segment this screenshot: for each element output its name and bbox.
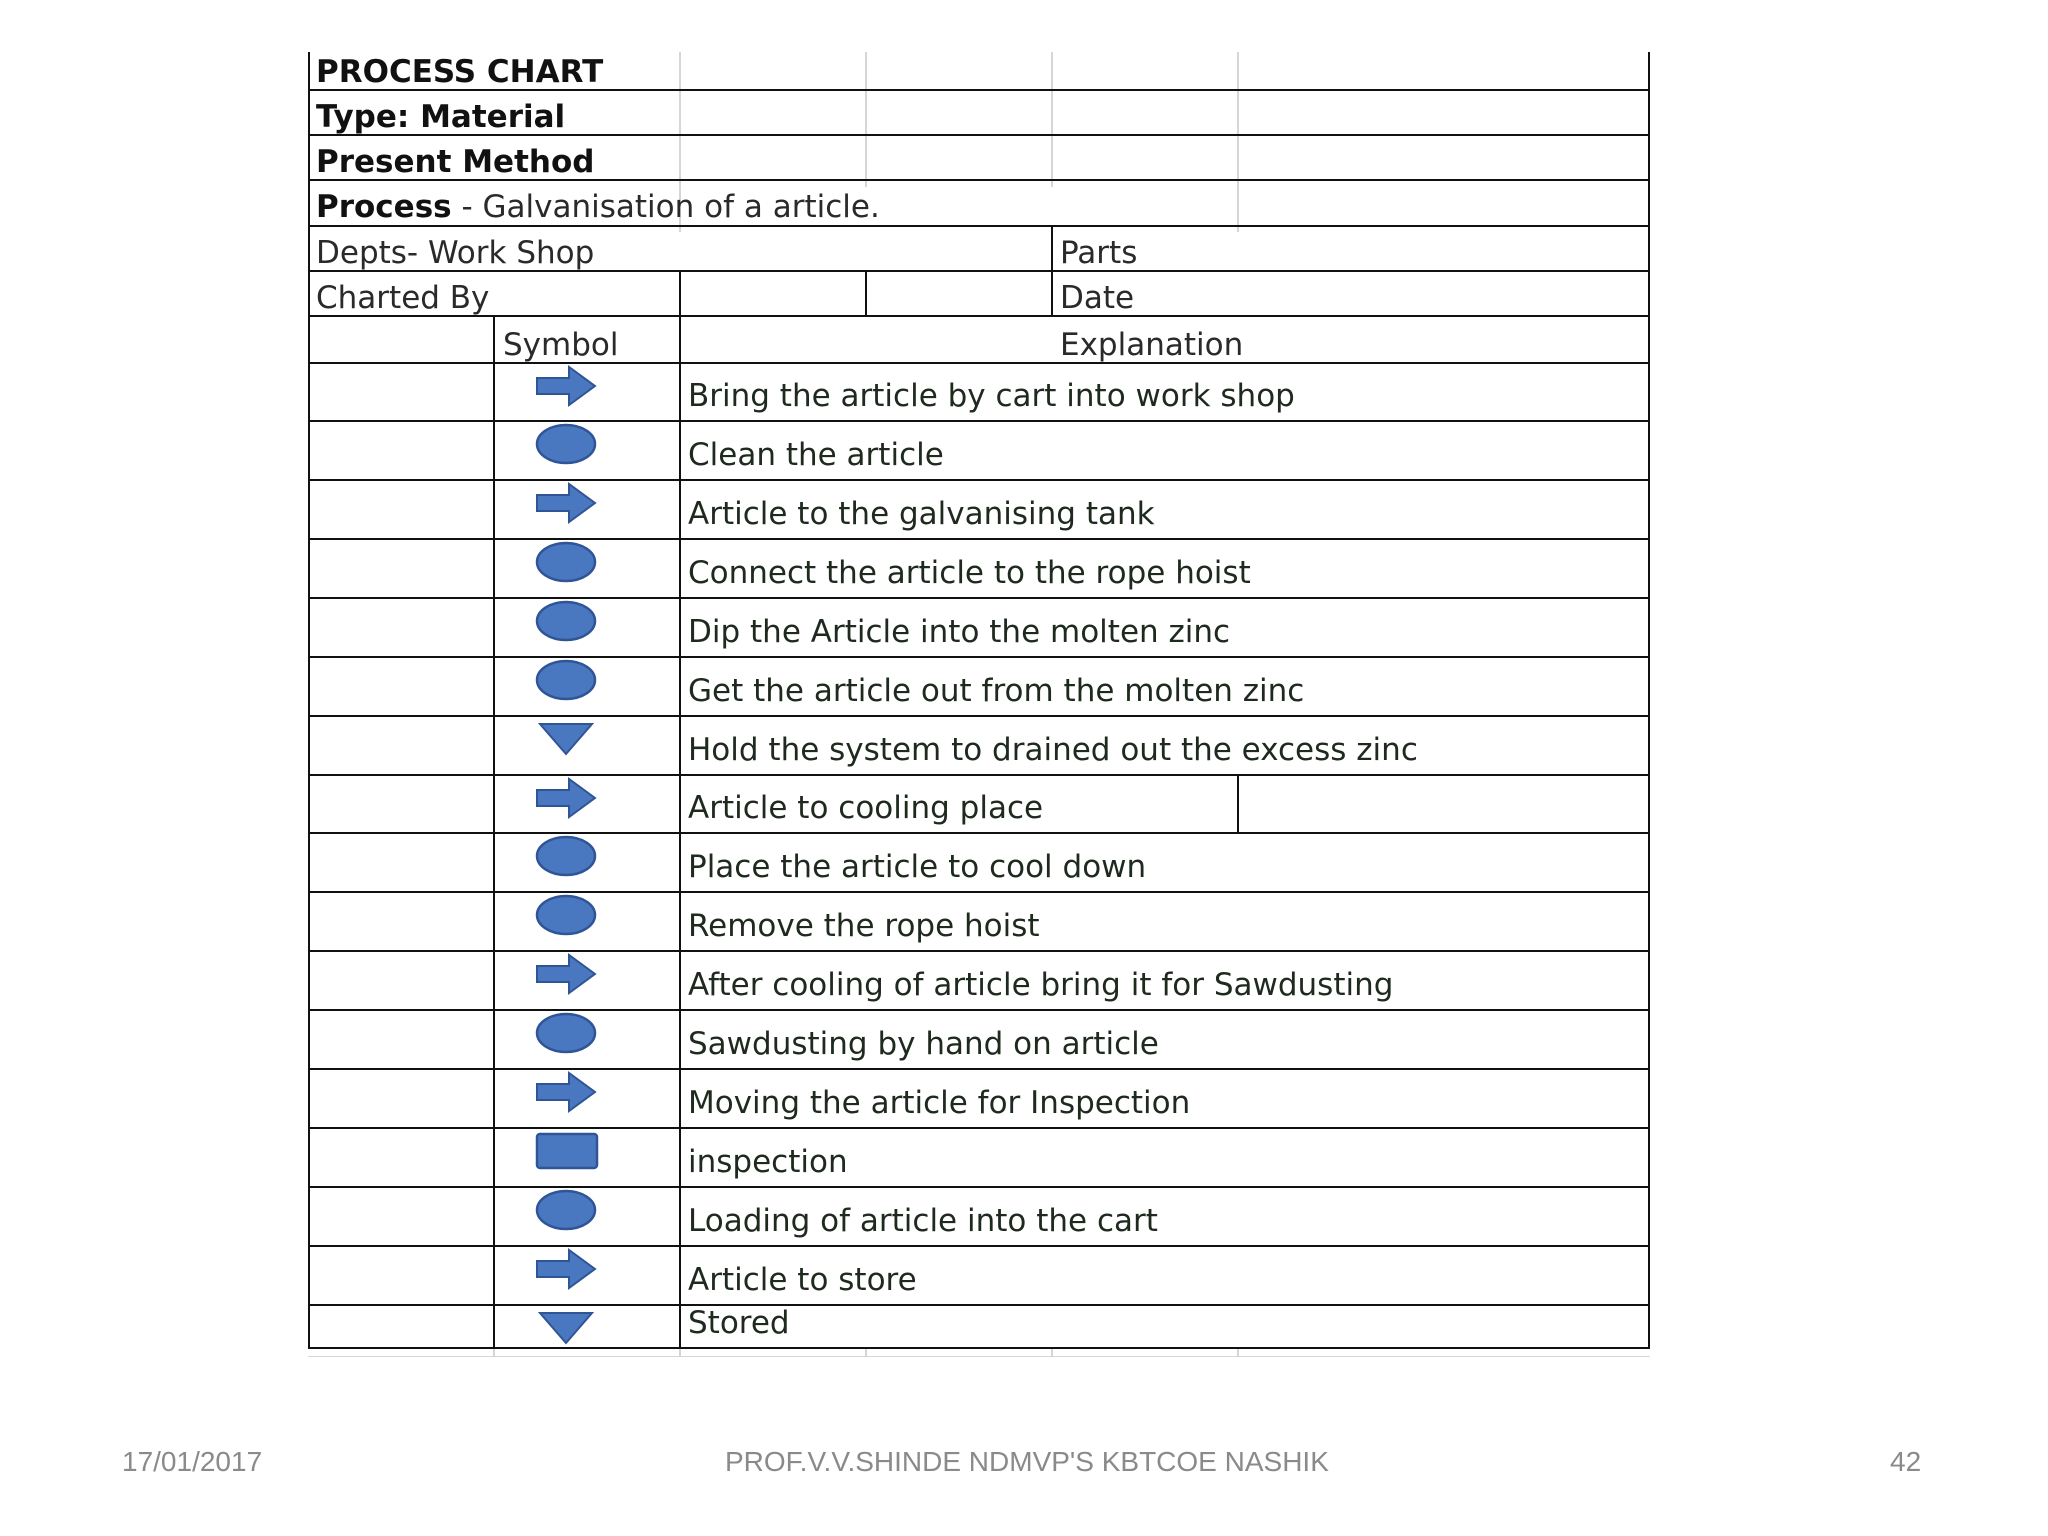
step-explanation: Dip the Article into the molten zinc [688, 614, 1231, 650]
step-explanation: Article to the galvanising tank [688, 496, 1155, 532]
storage-triangle-icon [535, 1307, 599, 1353]
step-explanation: Stored [688, 1305, 790, 1341]
step-explanation: Clean the article [688, 437, 944, 473]
column-header-explanation: Explanation [1060, 327, 1244, 363]
chart-charted-by: Charted By [316, 280, 490, 316]
transport-arrow-icon [535, 1248, 599, 1294]
step-explanation: Moving the article for Inspection [688, 1085, 1191, 1121]
step-explanation: Bring the article by cart into work shop [688, 378, 1295, 414]
step-explanation: Article to cooling place [688, 790, 1044, 826]
chart-method: Present Method [316, 144, 595, 180]
operation-circle-icon [535, 541, 599, 587]
operation-circle-icon [535, 835, 599, 881]
operation-circle-icon [535, 659, 599, 705]
operation-circle-icon [535, 600, 599, 646]
transport-arrow-icon [535, 482, 599, 528]
chart-process [316, 189, 880, 225]
step-explanation: Sawdusting by hand on article [688, 1026, 1159, 1062]
step-explanation: Article to store [688, 1262, 917, 1298]
process-label: Process [316, 189, 452, 225]
operation-circle-icon [535, 423, 599, 469]
footer-date: 17/01/2017 [122, 1446, 263, 1477]
chart-type: Type: Material [316, 99, 566, 135]
transport-arrow-icon [535, 777, 599, 823]
step-explanation: Place the article to cool down [688, 849, 1147, 885]
operation-circle-icon [535, 894, 599, 940]
delay-triangle-icon [535, 718, 599, 764]
step-explanation: Get the article out from the molten zinc [688, 673, 1305, 709]
chart-title: PROCESS CHART [316, 54, 604, 90]
step-explanation: inspection [688, 1144, 848, 1180]
column-header-symbol: Symbol [503, 327, 619, 363]
chart-parts: Parts [1060, 235, 1138, 271]
step-explanation: After cooling of article bring it for Sawdusting [688, 967, 1394, 1003]
footer-author: PROF.V.V.SHINDE NDMVP'S KBTCOE NASHIK [725, 1446, 1329, 1477]
step-explanation: Hold the system to drained out the excess zinc [688, 732, 1418, 768]
transport-arrow-icon [535, 365, 599, 411]
transport-arrow-icon [535, 953, 599, 999]
process-chart-table [308, 52, 1650, 1357]
step-explanation: Loading of article into the cart [688, 1203, 1158, 1239]
footer-page-number: 42 [1890, 1446, 1922, 1477]
inspection-square-icon [535, 1130, 599, 1176]
transport-arrow-icon [535, 1071, 599, 1117]
step-explanation: Remove the rope hoist [688, 908, 1040, 944]
chart-date: Date [1060, 280, 1135, 316]
step-explanation: Connect the article to the rope hoist [688, 555, 1251, 591]
operation-circle-icon [535, 1012, 599, 1058]
operation-circle-icon [535, 1189, 599, 1235]
process-value: - Galvanisation of a article. [451, 189, 880, 225]
chart-depts: Depts- Work Shop [316, 235, 595, 271]
